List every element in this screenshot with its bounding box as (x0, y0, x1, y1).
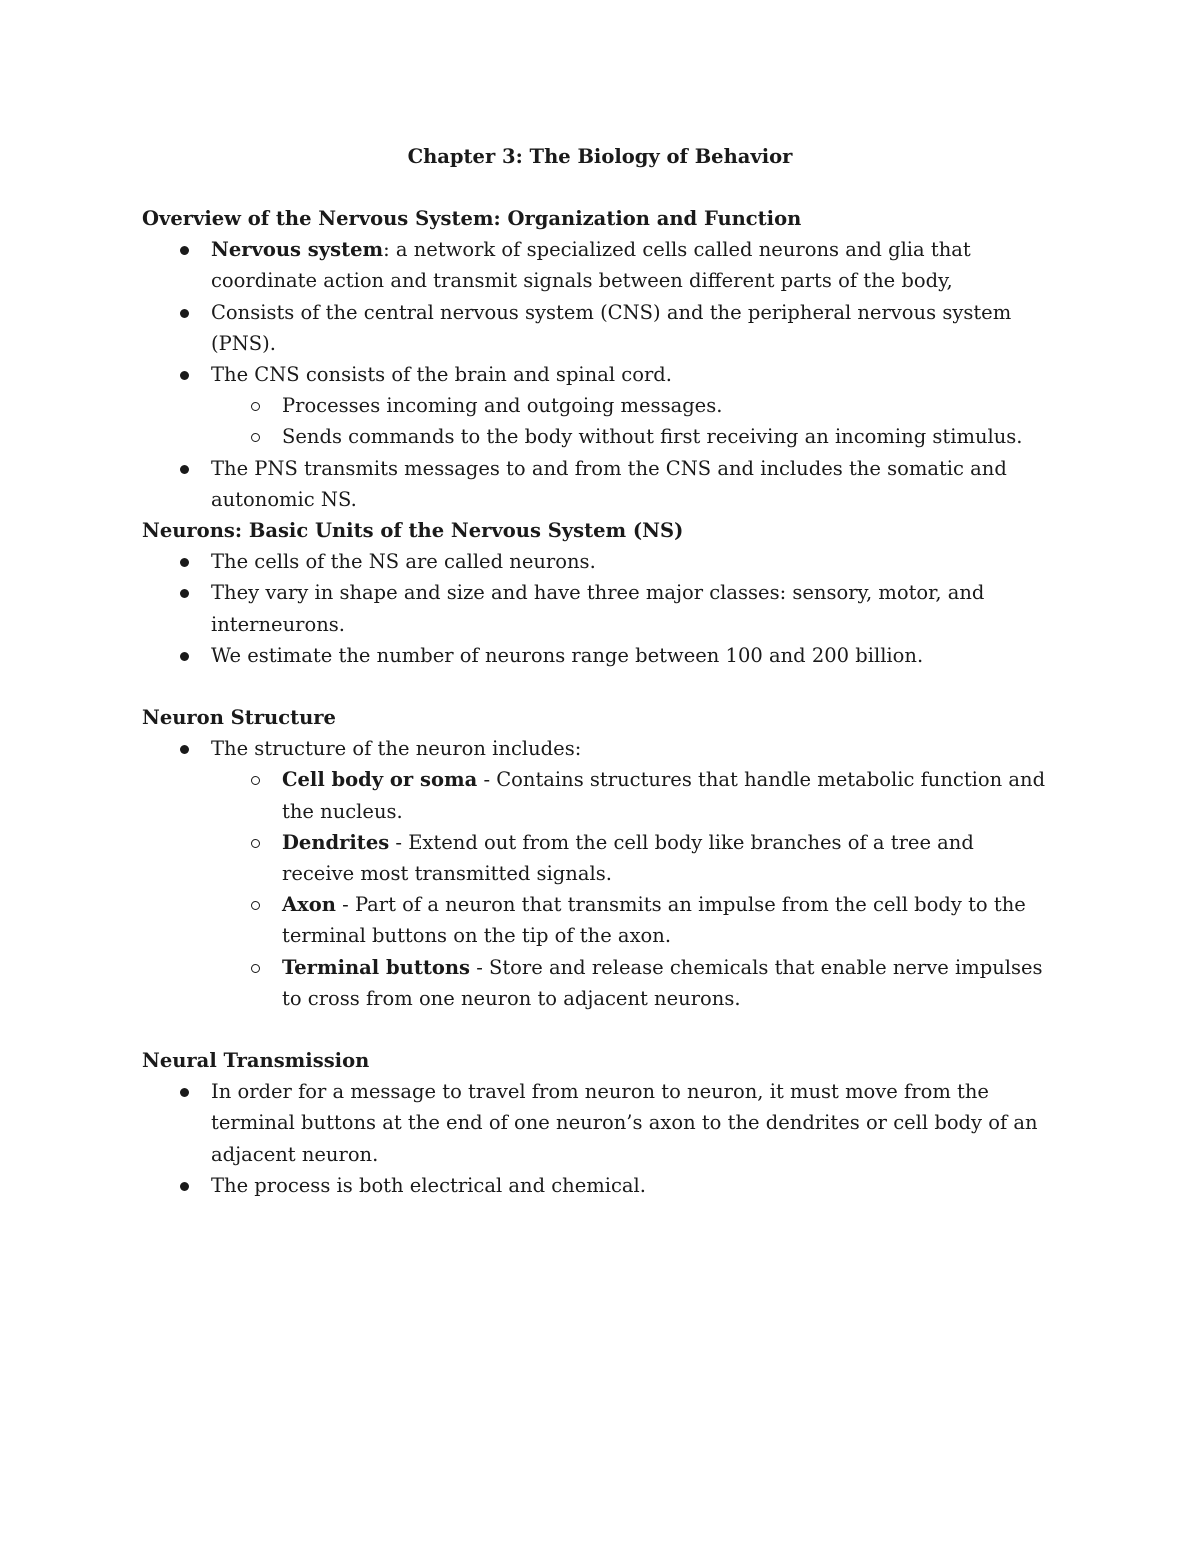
list-item (142, 1170, 1052, 1201)
term: Axon (282, 893, 336, 917)
list-item (142, 640, 1052, 671)
document-title: Chapter 3: The Biology of Behavior (407, 145, 793, 168)
list-item (142, 733, 1052, 764)
item-text: - Contains structures that handle metabolic function and the nucleus. (282, 768, 1046, 823)
term: Cell body or soma (282, 768, 478, 792)
item-text: The CNS consists of the brain and spinal cord. (211, 363, 672, 387)
item-text: The cells of the NS are called neurons. (211, 550, 596, 574)
item-text: The process is both electrical and chemical. (211, 1173, 646, 1197)
section-neural-transmission (142, 1045, 1052, 1201)
sub-list-item (142, 827, 1052, 889)
section-neurons-basic-units (142, 515, 1052, 671)
section-neuron-structure (142, 702, 1052, 1014)
bullet-list (142, 1076, 1052, 1201)
list-item (142, 297, 1052, 359)
list-item (142, 577, 1052, 639)
section-nervous-system-overview (142, 203, 1052, 515)
list-item (142, 359, 1052, 390)
bullet-list (142, 546, 1052, 671)
item-text: Consists of the central nervous system (CNS) and the peripheral nervous system (PNS). (211, 300, 1012, 355)
sub-list-item (142, 764, 1052, 826)
item-text: Processes incoming and outgoing messages. (282, 394, 723, 418)
list-item (142, 546, 1052, 577)
section-heading: Neuron Structure (142, 706, 336, 729)
item-text: - Extend out from the cell body like branches of a tree and receive most transmitted signals. (282, 830, 974, 886)
item-text: The structure of the neuron includes: (211, 737, 582, 761)
item-text: They vary in shape and size and have three major classes: sensory, motor, and interneurons. (211, 581, 985, 636)
item-text: We estimate the number of neurons range between 100 and 200 billion. (211, 643, 924, 667)
item-text: Sends commands to the body without first receiving an incoming stimulus. (282, 425, 1023, 449)
sub-list-item (142, 421, 1052, 452)
list-item (142, 453, 1052, 515)
term: Terminal buttons (282, 955, 470, 979)
bullet-list (142, 733, 1052, 1014)
sub-list-item (142, 889, 1052, 951)
list-item (142, 1076, 1052, 1170)
section-heading: Overview of the Nervous System: Organization and Function (142, 207, 802, 230)
list-item (142, 234, 1052, 296)
item-text: In order for a message to travel from neuron to neuron, it must move from the terminal buttons at the end of one neuron’s axon to the dendrites or cell body of an adjacent neuron. (211, 1080, 1038, 1166)
item-text: - Store and release chemicals that enable nerve impulses to cross from one neuron to adjacent neurons. (282, 955, 1043, 1010)
term: Nervous system (211, 238, 384, 262)
item-text: - Part of a neuron that transmits an impulse from the cell body to the terminal buttons on the tip of the axon. (282, 893, 1026, 948)
item-text: The PNS transmits messages to and from the CNS and includes the somatic and autonomic NS. (211, 456, 1007, 511)
section-heading: Neural Transmission (142, 1049, 370, 1072)
term: Dendrites (282, 830, 390, 854)
section-heading: Neurons: Basic Units of the Nervous System (NS) (142, 519, 684, 542)
sub-list-item (142, 952, 1052, 1014)
bullet-list (142, 234, 1052, 515)
item-text: : a network of specialized cells called neurons and glia that coordinate action and transmit signals between different parts of the body, (211, 238, 971, 293)
sub-list-item (142, 390, 1052, 421)
